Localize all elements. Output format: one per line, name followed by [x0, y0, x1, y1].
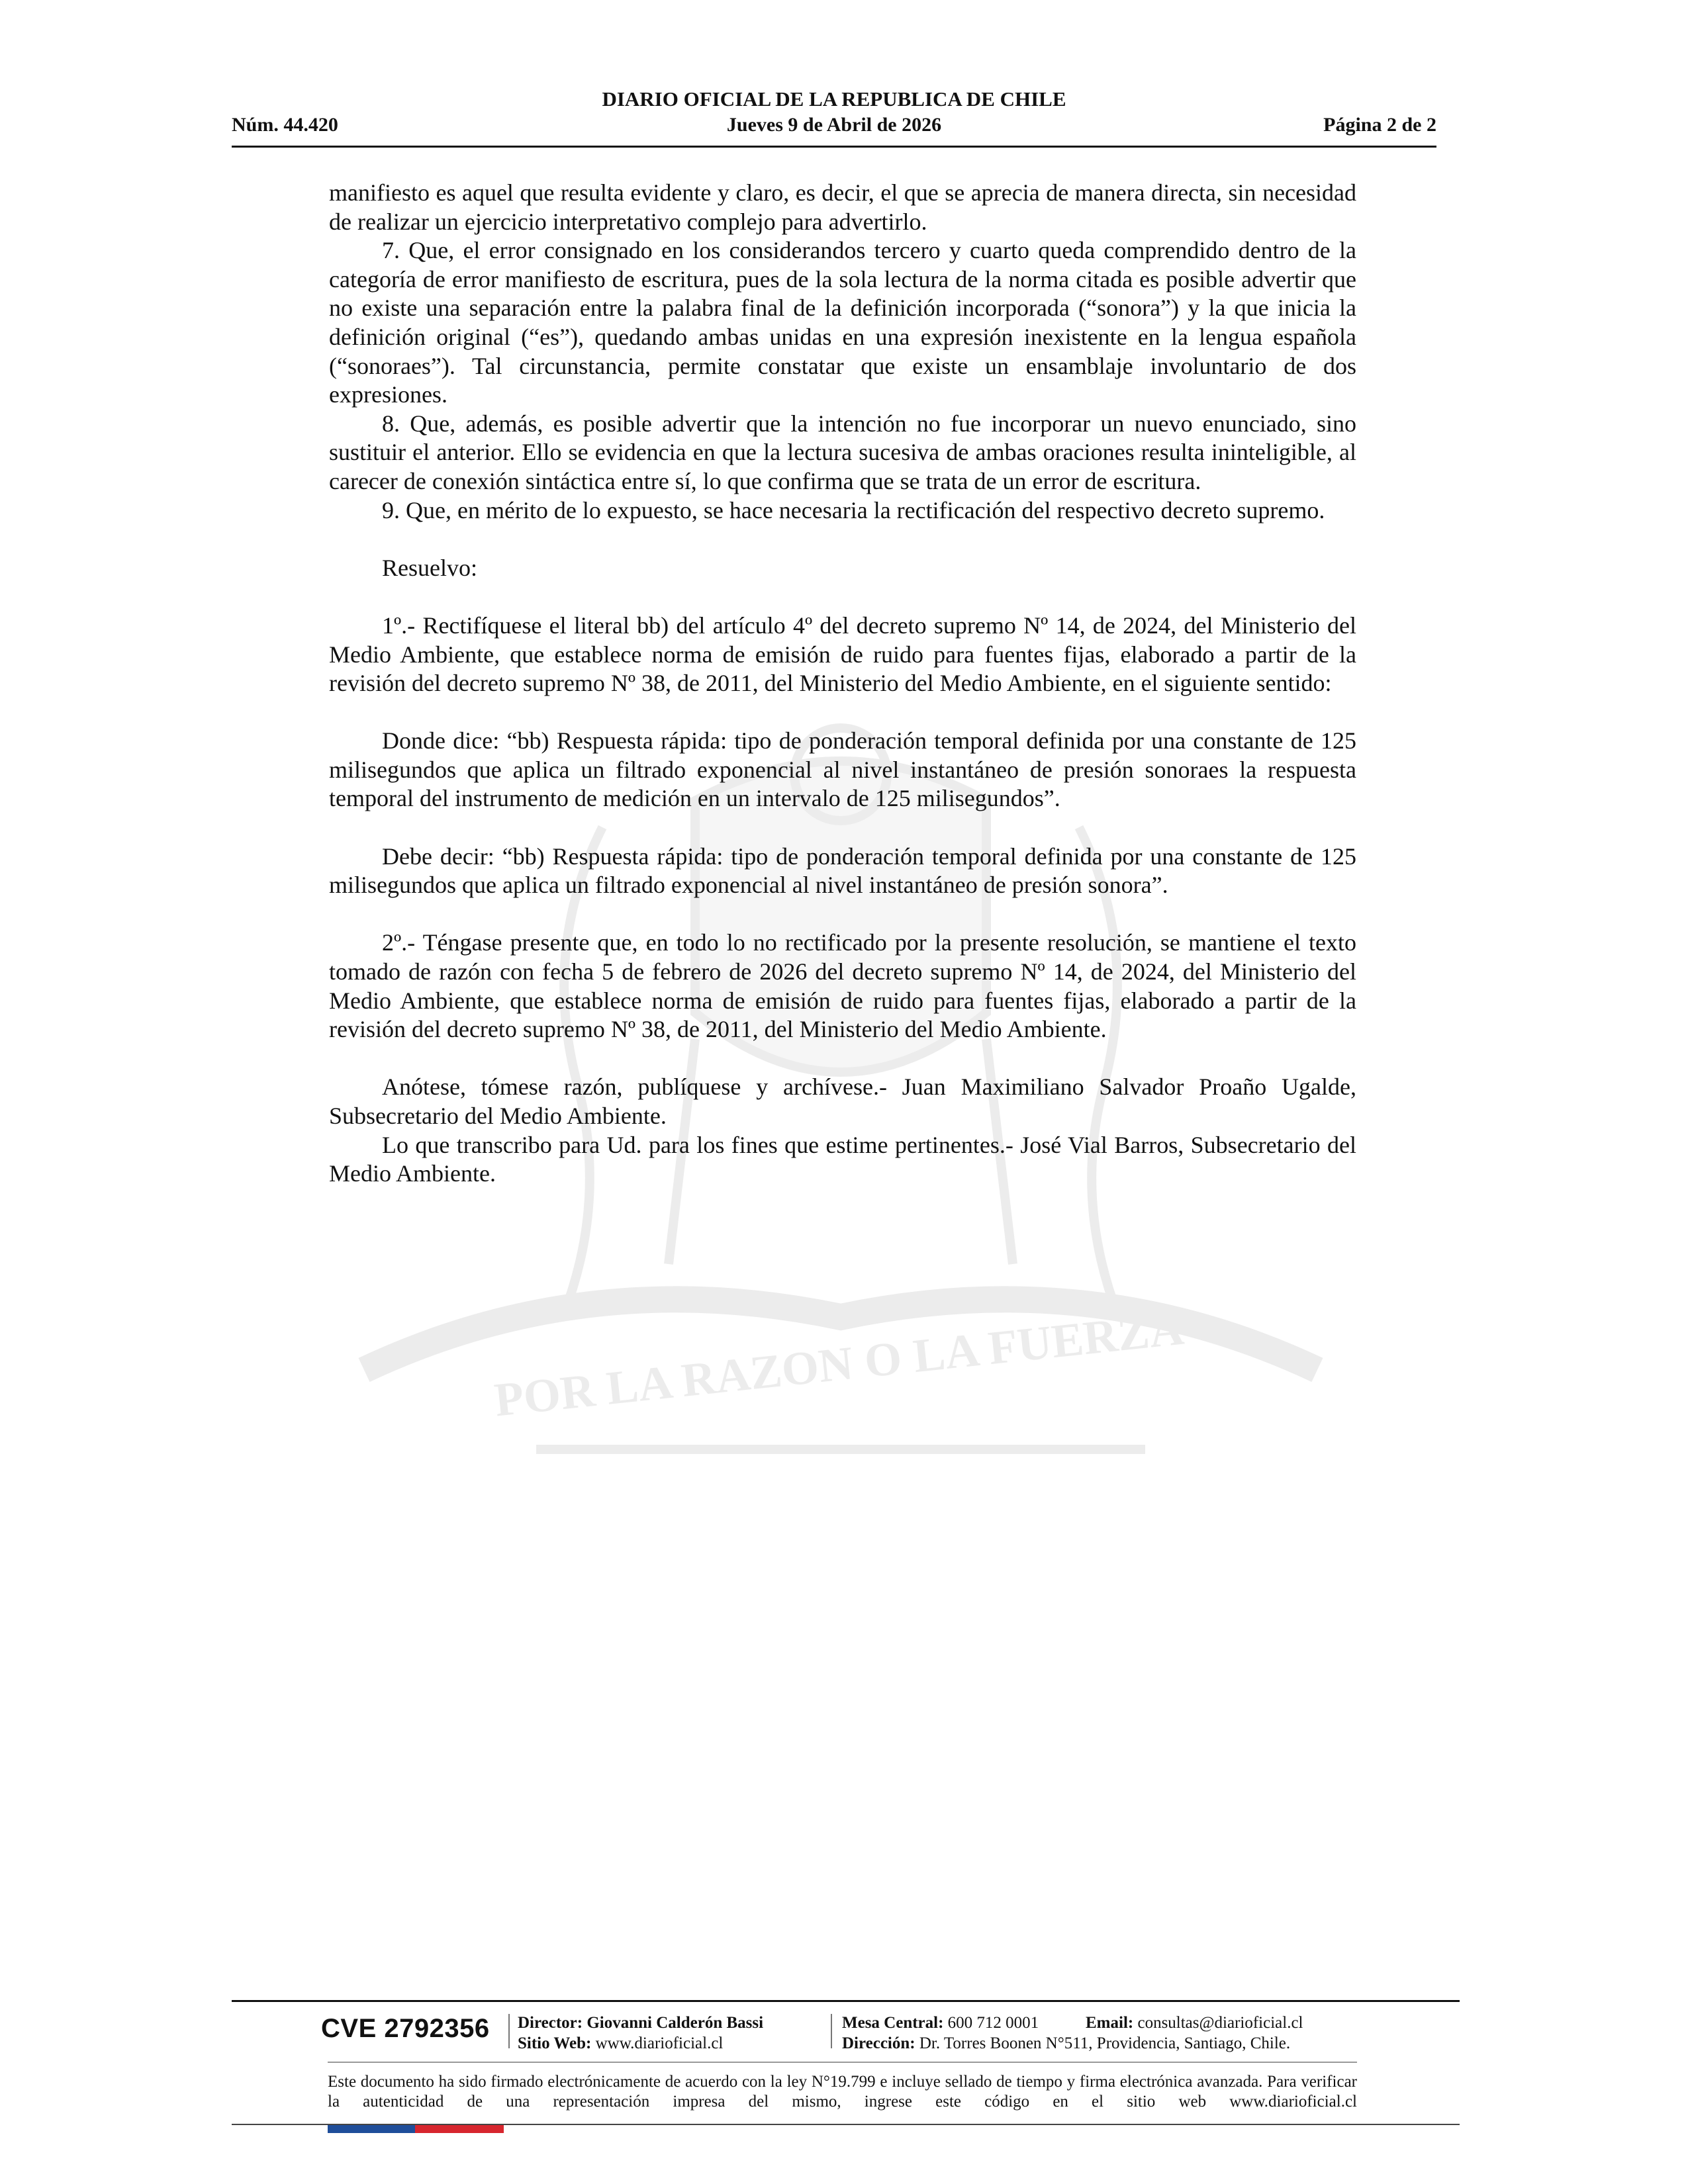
director-value: Giovanni Calderón Bassi: [586, 2014, 764, 2032]
document-body: [329, 179, 1356, 1189]
paragraph: Anótese, tómese razón, publíquese y archívese.- Juan Maximiliano Salvador Proaño Ugalde, Subsecretario del Medio Ambiente.: [329, 1073, 1356, 1129]
electronic-signature-note: Este documento ha sido firmado electrónicamente de acuerdo con la ley N°19.799 e incluye sellado de tiempo y firma electrónica avanzada. Para verificar la autenticidad de una representación impresa del mismo, ingrese este código en el sitio web www.diarioficial.cl: [328, 2073, 1357, 2111]
address-label: Dirección:: [842, 2034, 915, 2052]
footer-divider: [328, 2062, 1357, 2063]
publication-title: DIARIO OFICIAL DE LA REPUBLICA DE CHILE: [602, 87, 1066, 111]
email-link[interactable]: consultas@diarioficial.cl: [1137, 2014, 1303, 2032]
paragraph: 2º.- Téngase presente que, en todo lo no rectificado por la presente resolución, se mantiene el texto tomado de razón con fecha 5 de febrero de 2026 del decreto supremo Nº 14, de 2024, del Ministerio del Medio Ambiente, que establece norma de emisión de ruido para fuentes fijas, elaborado a partir de la revisión del decreto supremo Nº 38, de 2011, del Ministerio del Medio Ambiente.: [329, 929, 1356, 1043]
phone-label: Mesa Central:: [842, 2014, 944, 2032]
paragraph: 8. Que, además, es posible advertir que la intención no fue incorporar un nuevo enunciado, sino sustituir el anterior. Ello se evidencia en que la lectura sucesiva de ambas oraciones resulta ininteligible, al carecer de conexión sintáctica entre sí, lo que confirma que se trata de un error de escritura.: [329, 410, 1356, 494]
resolution-heading: Resuelvo:: [382, 554, 477, 581]
paragraph: Debe decir: “bb) Respuesta rápida: tipo de ponderación temporal definida por una constante de 125 milisegundos que aplica un filtrado exponencial al nivel instantáneo de presión sonora”.: [329, 842, 1356, 899]
page-indicator: Página 2 de 2: [1323, 114, 1436, 136]
page-footer: [232, 2000, 1460, 2133]
paragraph: Donde dice: “bb) Respuesta rápida: tipo de ponderación temporal definida por una constante de 125 milisegundos que aplica un filtrado exponencial al nivel instantáneo de presión sonoraes la respuesta temporal del instrumento de medición en un intervalo de 125 milisegundos”.: [329, 727, 1356, 812]
watermark-motto: POR LA RAZON O LA FUERZA: [492, 1301, 1186, 1427]
footer-separator: [831, 2014, 832, 2048]
paragraph: 9. Que, en mérito de lo expuesto, se hace necesaria la rectificación del respectivo decreto supremo.: [382, 496, 1325, 523]
cve-code: CVE 2792356: [321, 2014, 490, 2043]
paragraph: Lo que transcribo para Ud. para los fines que estime pertinentes.- José Vial Barros, Subsecretario del Medio Ambiente.: [329, 1131, 1356, 1187]
page-header: [232, 87, 1436, 148]
paragraph: 1º.- Rectifíquese el literal bb) del artículo 4º del decreto supremo Nº 14, de 2024, del Ministerio del Medio Ambiente, que establece norma de emisión de ruido para fuentes fijas, elaborado a partir de la revisión del decreto supremo Nº 38, de 2011, del Ministerio del Medio Ambiente, en el siguiente sentido:: [329, 612, 1356, 697]
email-label: Email:: [1086, 2014, 1134, 2032]
website-link[interactable]: www.diarioficial.cl: [595, 2034, 724, 2052]
director-label: Director:: [518, 2014, 583, 2032]
phone-value: 600 712 0001: [947, 2014, 1039, 2032]
website-label: Sitio Web:: [518, 2034, 592, 2052]
flag-blue-segment: [328, 2125, 415, 2133]
footer-separator: [508, 2014, 510, 2048]
address-value: Dr. Torres Boonen N°511, Providencia, Santiago, Chile.: [919, 2034, 1291, 2052]
paragraph: 7. Que, el error consignado en los considerandos tercero y cuarto queda comprendido dentro de la categoría de error manifiesto de escritura, pues de la sola lectura de la norma citada es posible advertir que no existe una separación entre la palabra final de la definición incorporada (“sonora”) y la que inicia la definición original (“es”), quedando ambas unidas en una expresión inexistente en la lengua española (“sonoraes”). Tal circunstancia, permite constatar que existe un ensamblaje involuntario de dos expresiones.: [329, 237, 1356, 408]
footer-email-block: [1086, 2013, 1303, 2033]
footer-director-block: [518, 2013, 763, 2054]
issue-date: Jueves 9 de Abril de 2026: [726, 114, 942, 136]
flag-red-segment: [415, 2125, 504, 2133]
issue-number: Núm. 44.420: [232, 114, 338, 136]
flag-stripe: [328, 2125, 1460, 2133]
paragraph: manifiesto es aquel que resulta evidente y claro, es decir, el que se aprecia de manera directa, sin necesidad de realizar un ejercicio interpretativo complejo para advertirlo.: [329, 179, 1356, 235]
